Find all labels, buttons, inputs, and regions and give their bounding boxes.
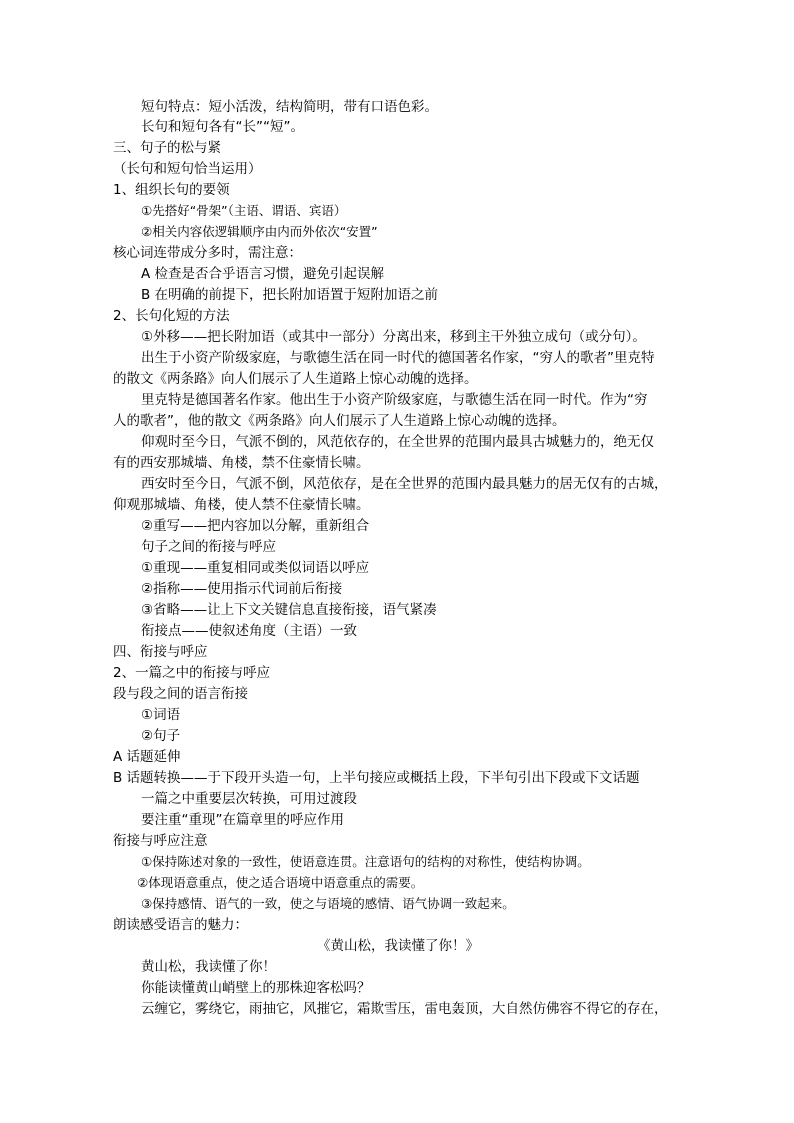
text-line: ③保持感情、语气的一致，使之与语境的感情、语气协调一致起来。 xyxy=(141,896,515,911)
section-heading: 三、句子的松与紧 xyxy=(113,140,221,156)
text-line: A 检查是否合乎语言习惯，避免引起误解 xyxy=(141,266,385,282)
subsection-heading: 1、组织长句的要领 xyxy=(113,182,230,198)
text-line: A 话题延伸 xyxy=(113,749,181,765)
text-line: （长句和短句恰当运用） xyxy=(113,161,262,177)
text-line: ②重写——把内容加以分解，重新组合 xyxy=(141,518,370,534)
text-line: 衔接点——使叙述角度（主语）一致 xyxy=(141,623,357,639)
text-line: 里克特是德国著名作家。他出生于小资产阶级家庭，与歌德生活在同一时代。作为“穷 xyxy=(141,392,648,408)
text-line: 人的歌者”，他的散文《两条路》向人们展示了人生道路上惊心动魄的选择。 xyxy=(113,413,566,429)
subsection-heading: 2、长句化短的方法 xyxy=(113,308,230,324)
text-line: ①外移——把长附加语（或其中一部分）分离出来，移到主干外独立成句（或分句）。 xyxy=(141,329,646,345)
text-line: 短句特点：短小活泼，结构简明，带有口语色彩。 xyxy=(141,99,438,115)
text-line: ①先搭好“骨架”（主语、谓语、宾语） xyxy=(141,203,347,218)
poem-title: 《黄山松，我读懂了你！》 xyxy=(317,938,479,954)
text-line: ①保持陈述对象的一致性，使语意连贯。注意语句的结构的对称性，使结构协调。 xyxy=(141,854,590,869)
text-line: 你能读懂黄山峭壁上的那株迎客松吗？ xyxy=(141,980,371,996)
text-line: ②体现语意重点，使之适合语境中语意重点的需要。 xyxy=(137,875,424,890)
text-line: 段与段之间的语言衔接 xyxy=(113,686,248,702)
text-line: 云缠它，雾绕它，雨抽它，风摧它，霜欺雪压，雷电轰顶，大自然仿佛容不得它的存在， xyxy=(141,1001,668,1017)
text-line: 朗读感受语言的魅力： xyxy=(113,917,248,933)
text-line: 黄山松，我读懂了你！ xyxy=(141,959,276,975)
text-line: 有的西安那城墙、角楼，禁不住豪情长啸。 xyxy=(113,455,370,471)
section-heading: 四、衔接与呼应 xyxy=(113,644,208,660)
text-line: 衔接与呼应注意 xyxy=(113,833,208,849)
text-line: ②指称——使用指示代词前后衔接 xyxy=(141,581,343,597)
text-line: 仰观那城墙、角楼，使人禁不住豪情长啸。 xyxy=(113,497,370,513)
text-line: ①词语 xyxy=(141,707,181,723)
text-line: 西安时至今日，气派不倒，风范依存，是在全世界的范围内最具魅力的居无仅有的古城， xyxy=(141,476,668,492)
text-line: 出生于小资产阶级家庭，与歌德生活在同一时代的德国著名作家，“穷人的歌者”里克特 xyxy=(141,350,655,366)
text-line: 句子之间的衔接与呼应 xyxy=(141,539,276,555)
text-line: ③省略——让上下文关键信息直接衔接，语气紧凑 xyxy=(141,602,437,618)
text-line: ②相关内容依逻辑顺序由内而外依次“安置” xyxy=(141,224,378,239)
text-line: 核心词连带成分多时，需注意： xyxy=(113,245,302,261)
text-line: 的散文《两条路》向人们展示了人生道路上惊心动魄的选择。 xyxy=(113,371,478,387)
text-line: B 在明确的前提下，把长附加语置于短附加语之前 xyxy=(141,287,439,303)
text-line: ②句子 xyxy=(141,728,181,744)
text-line: ①重现——重复相同或类似词语以呼应 xyxy=(141,560,370,576)
text-line: B 话题转换——于下段开头造一句，上半句接应或概括上段，下半句引出下段或下文话题 xyxy=(113,770,640,786)
text-line: 仰观时至今日，气派不倒的，风范依存的，在全世界的范围内最具古城魅力的，绝无仅 xyxy=(141,434,654,450)
text-line: 一篇之中重要层次转换，可用过渡段 xyxy=(141,791,357,807)
text-line: 长句和短句各有“长”“短”。 xyxy=(141,119,304,135)
subsection-heading: 2、一篇之中的衔接与呼应 xyxy=(113,665,271,681)
text-line: 要注重“重现”在篇章里的呼应作用 xyxy=(141,812,344,828)
